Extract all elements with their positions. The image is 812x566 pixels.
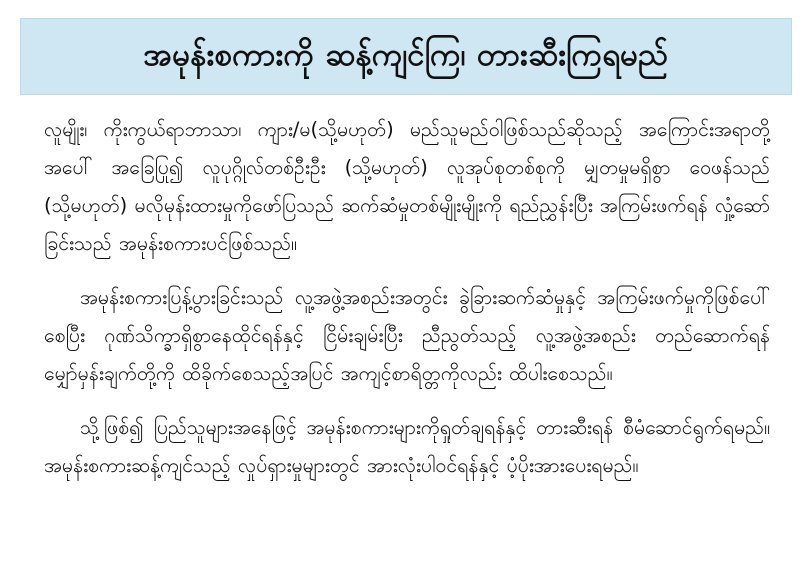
body-paragraph: လူမျိုး၊ ကိုးကွယ်ရာဘာသာ၊ ကျား/မ(သို့မဟုတ်) မည်သူမည်ဝါဖြစ်သည်ဆိုသည့် အကြောင်းအရာတို့အပေါ် အခြေပြု၍ လူပုဂ္ဂိုလ်တစ်ဦးဦး (သို့မဟုတ်) လူအုပ်စုတစ်စုကို မျှတမှုမရှိစွာ ဝေဖန်သည် (သို့မဟုတ်) မလိုမုန်းထားမှုကိုဖော်ပြသည် ဆက်ဆံမှုတစ်မျိုးမျိုးကို ရည်ညွှန်းပြီး အကြမ်းဖက်ရန် လှုံ့ဆော်ခြင်းသည် အမုန်းစကားပင်ဖြစ်သည်။	[44, 117, 770, 255]
headline-title: အမုန်းစကားကို ဆန့်ကျင်ကြ၊ တားဆီးကြရမည်	[143, 37, 669, 73]
article-body	[20, 95, 792, 485]
headline-banner	[20, 18, 792, 95]
body-paragraph: သို့ဖြစ်၍ ပြည်သူများအနေဖြင့် အမုန်းစကားများကိုရှုတ်ချရန်နှင့် တားဆီးရန် စီမံဆောင်ရွက်ရမည်။ အမုန်းစကားဆန့်ကျင်သည့် လှုပ်ရှားမှုများတွင် အားလုံးပါဝင်ရန်နှင့် ပံ့ပိုးအားပေးရမည်။	[44, 416, 770, 478]
body-paragraph: အမုန်းစကားပြန့်ပွားခြင်းသည် လူ့အဖွဲ့အစည်းအတွင်း ခွဲခြားဆက်ဆံမှုနှင့် အကြမ်းဖက်မှုကိုဖြစ်ပေါ်စေပြီး ဂုဏ်သိက္ခာရှိစွာနေထိုင်ရန်နှင့် ငြိမ်းချမ်းပြီး ညီညွတ်သည့် လူ့အဖွဲ့အစည်း တည်ဆောက်ရန် မျှော်မှန်းချက်တို့ကို ထိခိုက်စေသည့်အပြင် အကျင့်စာရိတ္တကိုလည်း ထိပါးစေသည်။	[44, 286, 770, 386]
